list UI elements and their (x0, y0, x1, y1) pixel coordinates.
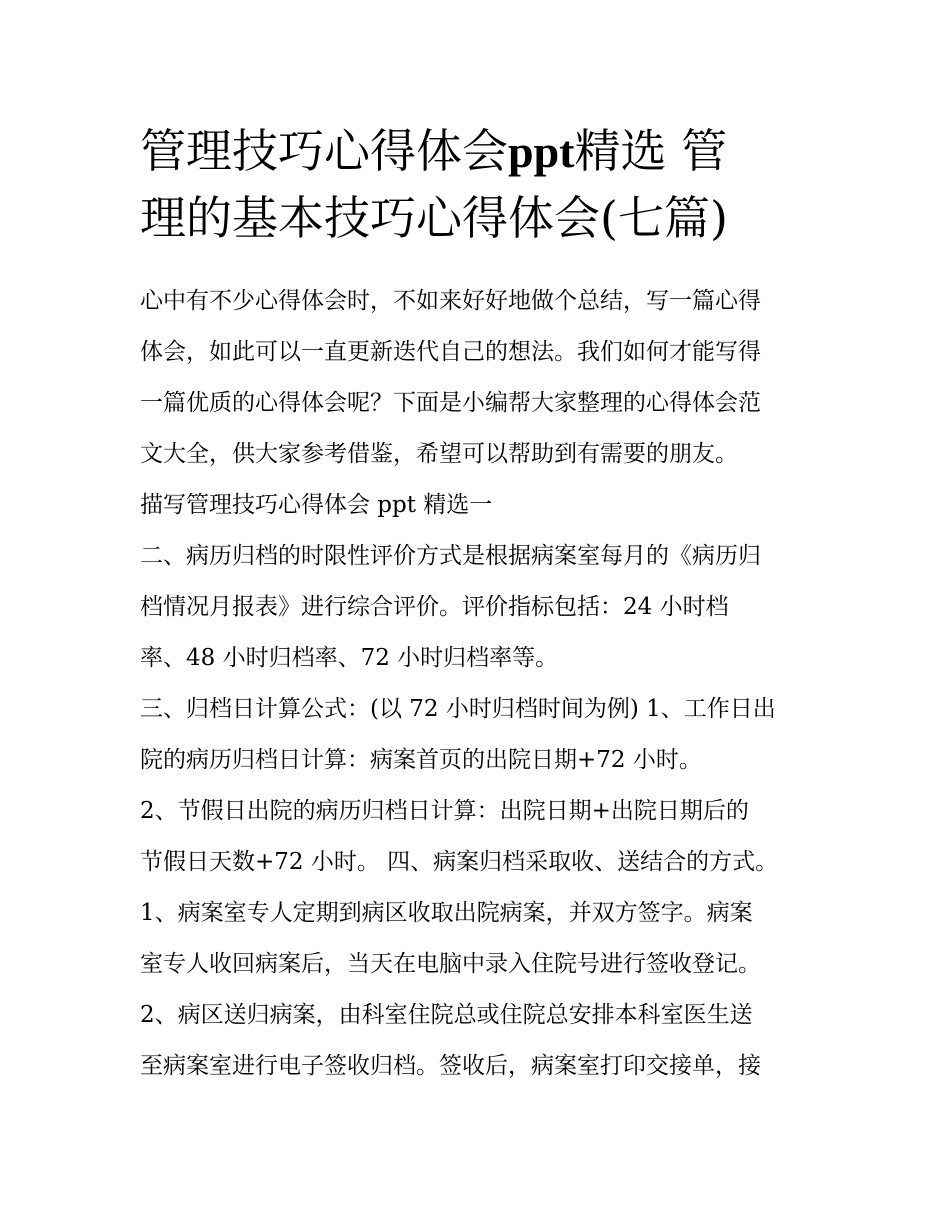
body-line: 至病案室进行电子签收归档。签收后，病案室打印交接单，接 (140, 1053, 761, 1079)
body-line: 心中有不少心得体会时，不如来好好地做个总结，写一篇心得 (140, 288, 761, 314)
title-latin-text: ppt (508, 126, 575, 177)
section-heading: 描写管理技巧心得体会 ppt 精选一 (140, 492, 493, 518)
title-line-1: 管理技巧心得体会ppt精选 管 (140, 124, 728, 178)
body-line: 1、病案室专人定期到病区收取出院病案，并双方签字。病案 (140, 900, 753, 926)
body-line: 一篇优质的心得体会呢？下面是小编帮大家整理的心得体会范 (140, 390, 761, 416)
body-line: 档情况月报表》进行综合评价。评价指标包括：24 小时档 (140, 594, 729, 620)
title-line-2: 理的基本技巧心得体会(七篇) (140, 191, 728, 245)
body-line: 2、病区送归病案，由科室住院总或住院总安排本科室医生送 (140, 1002, 753, 1028)
body-line: 室专人收回病案后，当天在电脑中录入住院号进行签收登记。 (140, 951, 761, 977)
body-line: 体会，如此可以一直更新迭代自己的想法。我们如何才能写得 (140, 339, 761, 365)
document-body (140, 284, 820, 1100)
body-line: 三、归档日计算公式：(以 72 小时归档时间为例) 1、工作日出 (140, 696, 776, 722)
body-line: 院的病历归档日计算：病案首页的出院日期+72 小时。 (140, 747, 702, 773)
body-line: 率、48 小时归档率、72 小时归档率等。 (140, 645, 559, 671)
body-line: 文大全，供大家参考借鉴，希望可以帮助到有需要的朋友。 (140, 441, 738, 467)
body-line: 二、病历归档的时限性评价方式是根据病案室每月的《病历归 (140, 543, 761, 569)
document-title (140, 118, 820, 251)
body-line: 2、节假日出院的病历归档日计算：出院日期+出院日期后的 (140, 798, 749, 824)
body-line: 节假日天数+72 小时。 四、病案归档采取收、送结合的方式。 (140, 849, 779, 875)
